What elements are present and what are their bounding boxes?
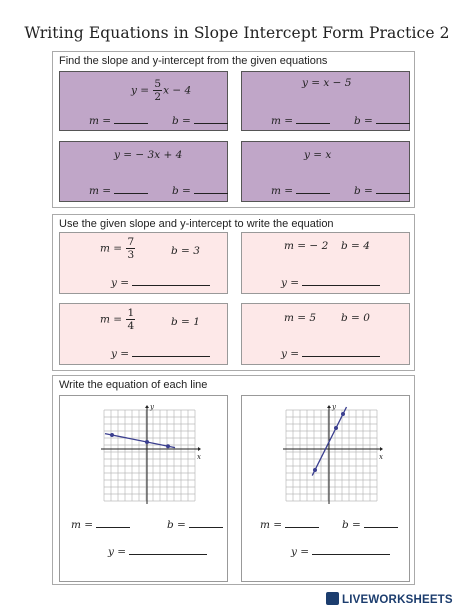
graph-point [341,412,345,416]
equation-answer[interactable] [281,277,380,289]
coordinate-graph [274,404,384,504]
problem-box [59,303,228,365]
equation: y = − 3x + 4 [114,149,183,161]
answer-blank[interactable] [114,115,148,124]
intercept-label: b = [354,115,373,127]
slope-label: m = [71,519,94,531]
x-axis-arrow [380,447,383,451]
slope-answer[interactable] [71,519,130,531]
intercept-answer[interactable] [167,519,223,531]
x-axis-arrow [198,447,201,451]
problem-box [59,232,228,294]
answer-blank[interactable] [132,348,210,357]
y-axis-label: y [150,404,154,411]
slope-label: m = [100,313,123,326]
given-intercept: b = 0 [341,312,370,324]
answer-blank[interactable] [302,277,380,286]
given-slope [100,307,136,332]
slope-answer[interactable] [89,115,148,127]
problem-box [241,232,410,294]
equation-answer[interactable] [111,277,210,289]
section-write-equation [52,214,415,371]
answer-blank[interactable] [296,115,330,124]
answer-blank[interactable] [189,519,223,528]
liveworksheets-icon [326,592,339,605]
graph-problem-box [59,395,228,582]
problem-box [59,141,228,202]
answer-blank[interactable] [376,185,410,194]
answer-blank[interactable] [194,115,228,124]
intercept-label: b = [342,519,361,531]
given-slope [100,236,136,261]
intercept-answer[interactable] [172,115,228,127]
y-label: y = [111,277,130,289]
intercept-answer[interactable] [354,115,410,127]
problem-box [241,141,410,202]
intercept-answer[interactable] [342,519,398,531]
y-axis-label: y [332,404,336,411]
fraction-denominator: 2 [154,91,162,103]
equation [131,78,191,103]
slope-answer[interactable] [271,185,330,197]
answer-blank[interactable] [312,546,390,555]
equation-suffix: x − 4 [163,84,192,97]
intercept-answer[interactable] [172,185,228,197]
graph-point [110,433,114,437]
answer-blank[interactable] [96,519,130,528]
y-label: y = [281,277,300,289]
fraction-numerator: 7 [127,236,135,248]
fraction [153,78,162,103]
graph-line [105,434,175,448]
equation-answer[interactable] [281,348,380,360]
answer-blank[interactable] [114,185,148,194]
slope-label: m = [260,519,283,531]
given-intercept: b = 3 [171,245,200,257]
slope-label: m = [100,242,123,255]
fraction [126,307,135,332]
answer-blank[interactable] [129,546,207,555]
slope-label: m = [89,115,112,127]
brand-name: LIVEWORKSHEETS [342,594,453,606]
equation: y = x − 5 [302,77,352,89]
answer-blank[interactable] [302,348,380,357]
slope-answer[interactable] [89,185,148,197]
slope-answer[interactable] [271,115,330,127]
problem-box [241,303,410,365]
intercept-label: b = [354,185,373,197]
equation-answer[interactable] [108,546,207,558]
graph-problem-box [241,395,410,582]
intercept-label: b = [172,115,191,127]
slope-label: m = [89,185,112,197]
section-instruction: Write the equation of each line [59,379,208,391]
graph-point [166,444,170,448]
answer-blank[interactable] [194,185,228,194]
section-instruction: Use the given slope and y-intercept to write the equation [59,218,334,230]
answer-blank[interactable] [364,519,398,528]
equation-prefix: y = [131,84,150,97]
y-label: y = [291,546,310,558]
given-intercept: b = 4 [341,240,370,252]
y-label: y = [281,348,300,360]
page-title: Writing Equations in Slope Intercept Form Practice 2 [24,24,450,42]
graph-point [334,426,338,430]
slope-answer[interactable] [260,519,319,531]
slope-label: m = [271,185,294,197]
liveworksheets-logo [326,592,453,606]
intercept-label: b = [172,185,191,197]
y-label: y = [108,546,127,558]
y-axis-arrow [145,405,149,408]
x-axis-label: x [379,453,383,461]
answer-blank[interactable] [285,519,319,528]
graph-point [145,440,149,444]
given-intercept: b = 1 [171,316,200,328]
graph-point [313,468,317,472]
equation-answer[interactable] [291,546,390,558]
fraction-denominator: 4 [127,320,135,332]
answer-blank[interactable] [296,185,330,194]
fraction-denominator: 3 [127,249,135,261]
coordinate-graph [92,404,202,504]
section-instruction: Find the slope and y-intercept from the given equations [59,55,328,67]
section-find-slope-intercept [52,51,415,208]
section-graph-lines [52,375,415,585]
slope-label: m = [271,115,294,127]
fraction-numerator: 1 [127,307,135,319]
intercept-label: b = [167,519,186,531]
answer-blank[interactable] [376,115,410,124]
equation-answer[interactable] [111,348,210,360]
y-label: y = [111,348,130,360]
x-axis-label: x [197,453,201,461]
answer-blank[interactable] [132,277,210,286]
given-slope: m = 5 [284,312,317,324]
intercept-answer[interactable] [354,185,410,197]
given-slope: m = − 2 [284,240,329,252]
y-axis-arrow [327,405,331,408]
problem-box [241,71,410,131]
problem-box [59,71,228,131]
fraction-numerator: 5 [154,78,162,90]
fraction [126,236,135,261]
equation: y = x [304,149,332,161]
